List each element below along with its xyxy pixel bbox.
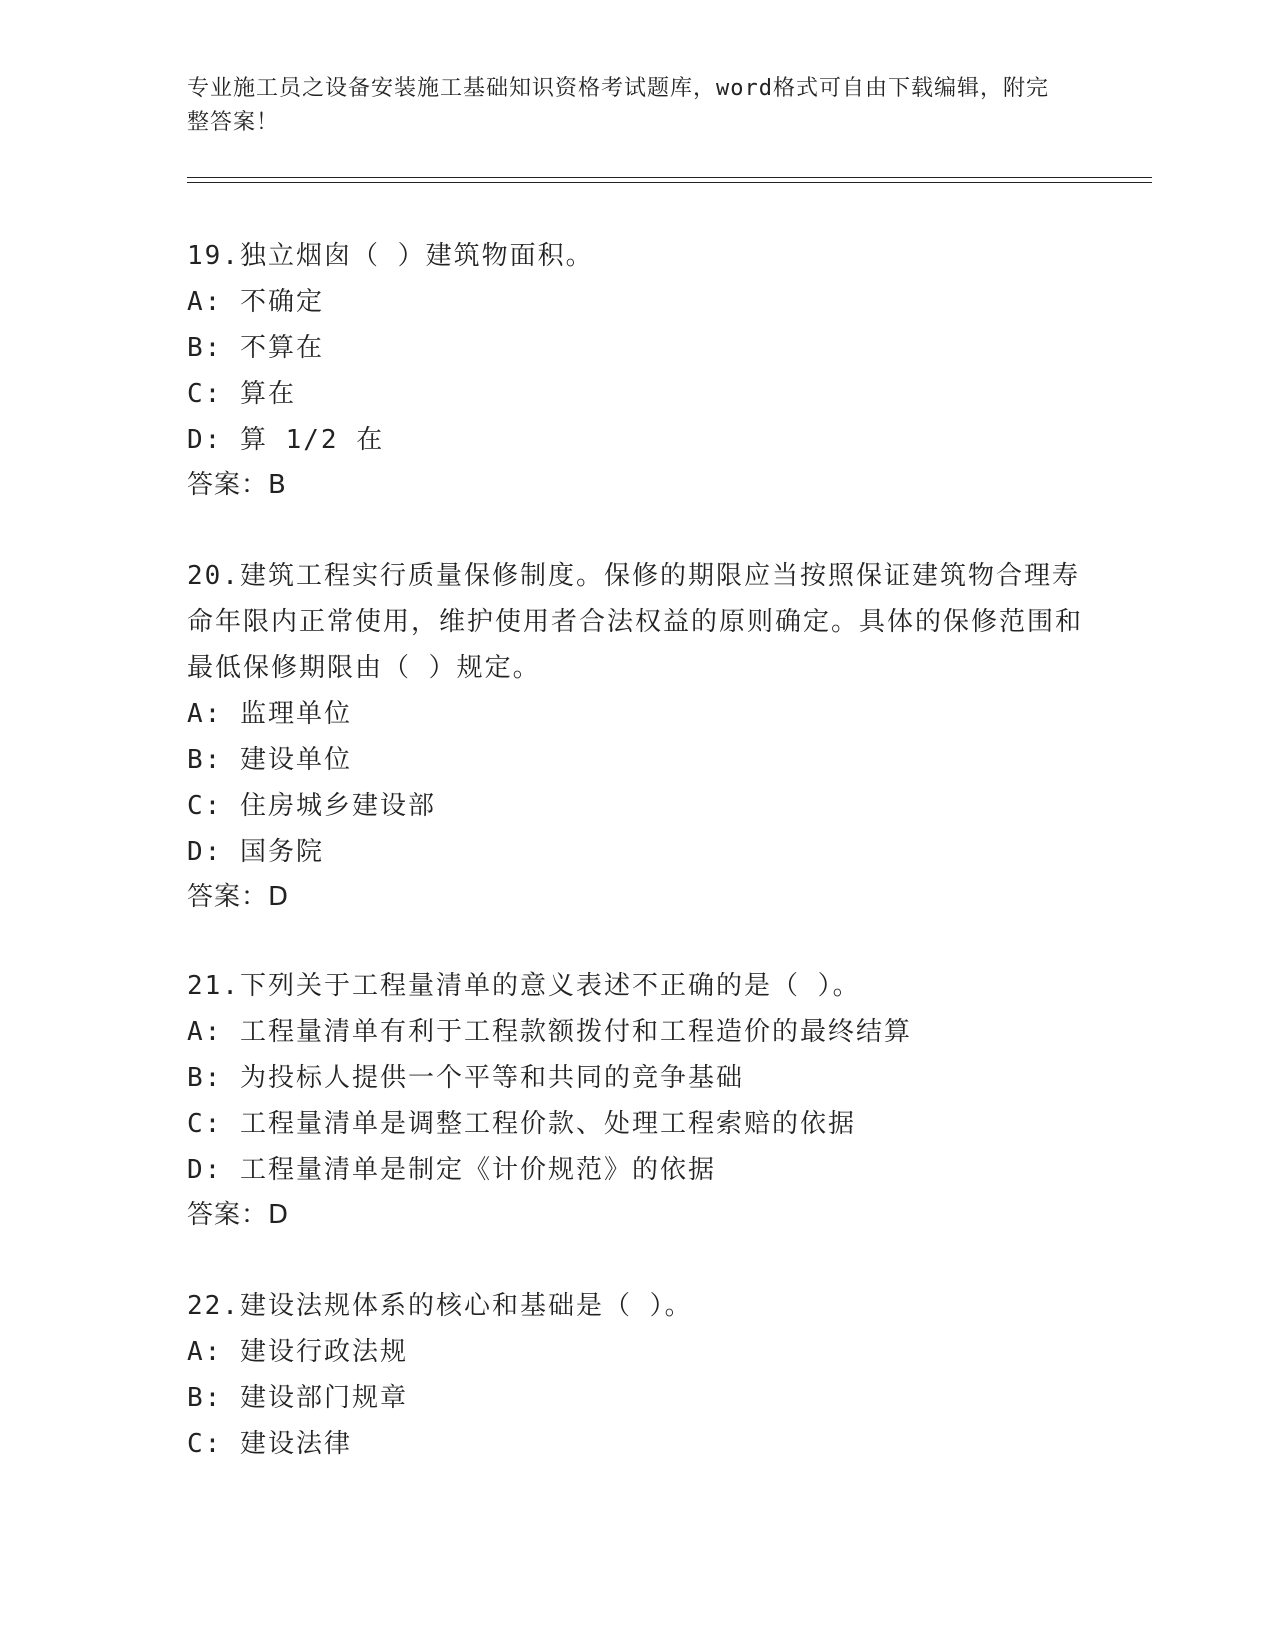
option-c: C: 住房城乡建设部: [187, 791, 436, 821]
document-header: 专业施工员之设备安装施工基础知识资格考试题库，word格式可自由下载编辑，附完整答案！: [187, 76, 1049, 135]
option-b: B: 建设部门规章: [187, 1383, 408, 1413]
option-a: A: 工程量清单有利于工程款额拨付和工程造价的最终结算: [187, 1017, 912, 1047]
header-rule-top: [187, 177, 1152, 178]
option-c: C: 工程量清单是调整工程价款、处理工程索赔的依据: [187, 1109, 856, 1139]
header-rule-bottom: [187, 182, 1152, 183]
option-a: A: 不确定: [187, 287, 324, 317]
option-d: D: 工程量清单是制定《计价规范》的依据: [187, 1155, 716, 1185]
option-d: D: 国务院: [187, 837, 324, 867]
answer: 答案：D: [187, 1200, 290, 1230]
question-stem: 22.建设法规体系的核心和基础是（ ）。: [187, 1291, 693, 1321]
question-22: [187, 1283, 1087, 1467]
option-a: A: 建设行政法规: [187, 1337, 408, 1367]
question-19: [187, 233, 1087, 507]
answer: 答案：B: [187, 470, 287, 500]
option-c: C: 算在: [187, 379, 296, 409]
option-d: D: 算 1/2 在: [187, 425, 385, 455]
question-stem: 21.下列关于工程量清单的意义表述不正确的是（ ）。: [187, 971, 861, 1001]
question-21: [187, 963, 1087, 1237]
option-b: B: 建设单位: [187, 745, 352, 775]
option-a: A: 监理单位: [187, 699, 352, 729]
option-b: B: 为投标人提供一个平等和共同的竞争基础: [187, 1063, 744, 1093]
answer: 答案：D: [187, 882, 290, 912]
option-b: B: 不算在: [187, 333, 324, 363]
question-stem: 20.建筑工程实行质量保修制度。保修的期限应当按照保证建筑物合理寿命年限内正常使用，维护使用者合法权益的原则确定。具体的保修范围和最低保修期限由（ ）规定。: [187, 561, 1084, 683]
question-stem: 19.独立烟囱（ ）建筑物面积。: [187, 241, 594, 271]
question-20: [187, 553, 1087, 919]
option-c: C: 建设法律: [187, 1429, 352, 1459]
